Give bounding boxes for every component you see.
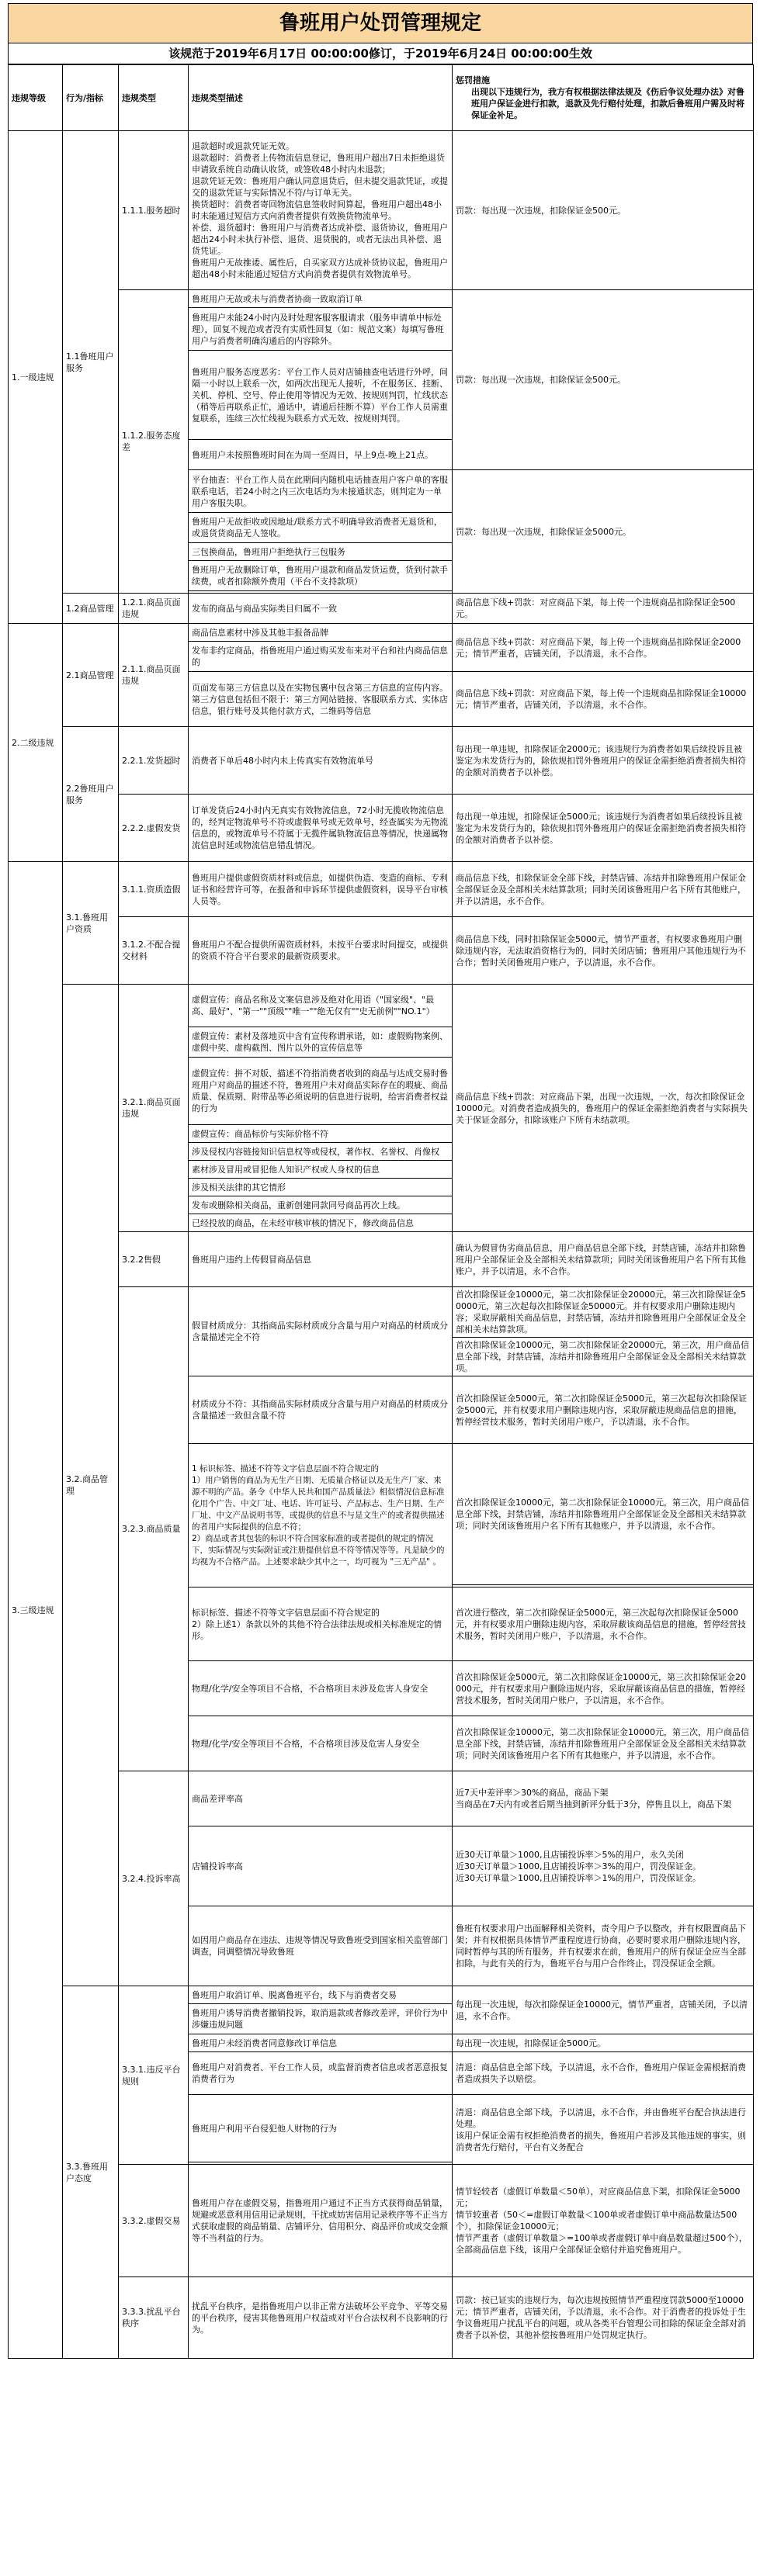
measure-3-2-3-e: 首次进行整改，第二次扣除保证金5000元，第三次起每次扣除保证金5000元，并有权要求用户删除违规内容，采取屏蔽该商品信息的措施，暂停经营技术服务，暂时关闭用户账户，予以清退，永不合作。	[453, 1587, 754, 1661]
type-3-1-2: 3.1.2.不配合提交材料	[119, 917, 189, 985]
desc-3-2-1-c: 虚假宣传：拼不对版、描述不符指消费者收到的商品与达成交易时鲁班用户对商品的描述不符，鲁班用户未对商品实际存在的瑕疵、商品质量、保质期、附带品等必须说明的信息进行说明，给害消费者权益的行为	[189, 1058, 453, 1125]
desc-2-1-1-c: 页面发布第三方信息以及在实物包裹中包含第三方信息的宣传内容。第三方信息包括但不限于：第三方网站链接、客服联系方式、实体店信息，银行账号及其他付款方式，二维码等信息	[189, 672, 453, 727]
measure-3-2-4-b: 近30天订单量＞1000,且店铺投诉率＞5%的用户，永久关闭 近30天订单量＞1000,且店铺投诉率＞3%的用户，罚没保证金。 近30天订单量＞1000,且店铺投诉率＞1%的用户，罚没保证金。	[453, 1826, 754, 1906]
measure-2-1-1-b: 商品信息下线+罚款：对应商品下架，每上传一个违规商品扣除保证金10000元；情节严重者，店铺关闭，予以清退，永不合作。	[453, 672, 754, 727]
type-3-2-4: 3.2.4.投诉率高	[119, 1771, 189, 1986]
measure-2-2-2: 每出现一单违规，扣除保证金5000元；该违规行为消费者如果后续投诉且被鉴定为未发货行为的，除依规扣罚外鲁班用户的保证金需拒绝消费者损失相符的金额对消费者予以补偿。	[453, 795, 754, 862]
desc-3-2-3-c: 1 标识标签、描述不符等文字信息层面不符合规定的 1）用户销售的商品为无生产日期、无质量合格证以及无生产厂家、来源不明的产品。条令《中华人民共和国产品质量法》相似情況信息标准化用个广告、中文厂址、电话、许可证号、产品标志、生产日期、生产厂址、中文产品说明书等，或提供的信息不与是文生产的或者提供描述的者用户实际提供的信息不符； 2）商品或者其包装的标识不符合国家标准的或者提供的规定的情况下，实际情况与实际附证或注册提供信息不符等情况等等。凡是缺少的均视为不合格产品。上述要求缺少其中之一，均可视为 "三无产品" 。	[189, 1444, 453, 1587]
group-3-2: 3.2.商品管理	[63, 985, 119, 1986]
header-measures-note: 出现以下违规行为，我方有权根据法律法规及《伤后争议处理办法》对鲁班用户保证金进行扣款，退款及先行赔付处理，扣款后鲁班用户需及时将保证金补足。	[471, 87, 744, 120]
header-behavior: 行为/指标	[63, 65, 119, 131]
desc-3-3-3: 扰乱平台秩序，是指鲁班用户以非正常方法破坏公平竞争、平等交易的平台秩序，侵害其他鲁班用户权益或对平台合法权利不良影响的行为。	[189, 2277, 453, 2359]
measure-3-2-4-a: 近7天中差评率＞30%的商品，商品下架 当商品在7天内有或者后期当抽到新评分低于3分，停售且以上，商品下架	[453, 1771, 754, 1826]
desc-3-2-1-b: 虚假宣传：素材及落地页中含有宣传称谓承诺，如：虚假购物案例、虚假中奖、虚构截图、图片以外的宣传信息等	[189, 1027, 453, 1058]
level-2-cell: 2.二级违规	[9, 624, 63, 862]
effective-date-subtitle: 该规范于2019年6月17日 00:00:00修订，于2019年6月24日 00:00:00生效	[8, 43, 753, 64]
desc-3-2-3-e: 物理/化学/安全等项目不合格，不合格项目未涉及危害人身安全	[189, 1661, 453, 1716]
desc-1-1-2-g: 三包换商品，鲁班用户拒绝执行三包服务	[189, 543, 453, 561]
group-2-1: 2.1商品管理	[63, 624, 119, 727]
measure-3-3-1-c: 清退：商品信息全部下线，予以清退，永不合作，鲁班用户保证金需根据消费者造成损失予以赔偿。	[453, 2052, 754, 2095]
type-3-1-1: 3.1.1.资质造假	[119, 862, 189, 917]
desc-2-1-1-b: 发布非约定商品，指鲁班用户通过购买发布来对平台和社内商品信息的	[189, 642, 453, 672]
desc-3-2-1-d: 虚假宣传：商品标价与实际价格不符	[189, 1125, 453, 1143]
measure-3-2-3-f: 首次扣除保证金5000元，第二次扣除保证金10000元，第三次扣除保证金20000元，并有权要求用户删除违规内容，采取屏蔽该商品信息的措施，暂停经营技术服务，暂时关闭用户账户，予以清退，永不合作。	[453, 1661, 754, 1716]
desc-1-2-1: 发布的商品与商品实际类目归属不一致	[189, 594, 453, 624]
measure-3-3-3: 罚款：按已证实的违规行为，每次违规按照情节严重程度罚款5000至10000元；情节严重者，店铺关闭，予以清退，永不合作。对于消费者的投诉处于生争议鲁班用户扰乱平台的问题，或从各类平台管理公司扣除的保证金全部对消费者予以补偿，其他补偿按鲁班用户处罚规定执行。	[453, 2277, 754, 2359]
type-1-1-1: 1.1.1.服务超时	[119, 131, 189, 290]
header-measures-title: 惩罚措施	[456, 75, 490, 85]
measure-3-2-1: 商品信息下线+罚款：对应商品下架，出现一次违规，一次，每次扣除保证金10000元。对消费者造成损失的，鲁班用户的保证金需拒绝消费者与实际损失关于保证金部分，扣除该账户下所有未结款项。	[453, 985, 754, 1232]
type-3-2-3: 3.2.3.商品质量	[119, 1287, 189, 1771]
type-3-3-1: 3.3.1.违反平台规则	[119, 1986, 189, 2165]
header-row	[9, 65, 754, 131]
desc-3-3-2: 鲁班用户存在虚假交易，指鲁班用户通过不正当方式获得商品销量，规避或恶意利用信用记录规则，干扰或妨害信用记录秩序等不正当方式获取虚假的商品销量、店铺评分、信用积分、商品评价或成交金额等不当利益的行为。	[189, 2165, 453, 2277]
type-2-1-1: 2.1.1.商品页面违规	[119, 624, 189, 727]
desc-1-1-2-a: 鲁班用户无故或未与消费者协商一致取消订单	[189, 290, 453, 308]
desc-3-2-4-b: 店铺投诉率高	[189, 1826, 453, 1906]
desc-3-2-1-i: 已经投放的商品，在未经审核审核的情况下，修改商品信息	[189, 1214, 453, 1232]
group-3-3: 3.3.鲁班用户态度	[63, 1986, 119, 2359]
measure-1-1-1: 罚款：每出现一次违规，扣除保证金500元。	[453, 131, 754, 290]
level-1-cell: 1.一级违规	[9, 131, 63, 624]
measure-3-3-1-d: 清退：商品信息全部下线，予以清退，永不合作，并由鲁班平台配合执法进行处理。 该用户保证金需有权拒绝消费者的损失，鲁班用户若涉及其他违规的事实，则消费者先行赔付，平台有义务配合	[453, 2095, 754, 2165]
desc-3-1-2: 鲁班用户不配合提供所需资质材料，未按平台要求时间提交，或提供的资质不符合平台要求的最新资质要求。	[189, 917, 453, 985]
measure-2-1-1-a: 商品信息下线+罚款：对应商品下架，每上传一个违规商品扣除保证金2000元；情节严重者，店铺关闭，予以清退，永不合作。	[453, 624, 754, 672]
group-1-2: 1.2商品管理	[63, 594, 119, 624]
group-3-1: 3.1.鲁班用户资质	[63, 862, 119, 985]
desc-3-2-3-f: 物理/化学/安全等项目不合格，不合格项目涉及危害人身安全	[189, 1716, 453, 1771]
penalty-table	[8, 64, 754, 2359]
desc-3-1-1: 鲁班用户提供虚假资质材料或信息，如提供伪造、变造的商标、专利证书和经营许可等，在报备和申诉环节提供虚假资料，误导平台审核人员等。	[189, 862, 453, 917]
desc-3-2-3-d: 标识标签、描述不符等文字信息层面不符合规定的 2）除上述1）条款以外的其他不符合法律法规或相关标准规定的情形。	[189, 1587, 453, 1661]
measure-1-1-2-a: 罚款：每出现一次违规，扣除保证金500元。	[453, 290, 754, 470]
measure-3-2-4-c: 鲁班有权要求用户出面解释相关资料，责令用户予以整改，并有权限置商品下架；并有权根据具体情节严重程度进行协商，必要时要求用户删除违规内容，同时暂停与其的所有服务，并有权要求在前，鲁班用户的所有保证金应当全部扣除，与此有关的行为，鲁班平台与用户合作终止，罚没保证金全额。	[453, 1906, 754, 1986]
type-2-2-2: 2.2.2.虚假发货	[119, 795, 189, 862]
desc-3-2-1-a: 虚假宣传：商品名称及文案信息涉及绝对化用语（"国家级"、"最高、最好"、"第一""顶级""唯一""绝无仅有""史无前例""NO.1"）	[189, 985, 453, 1027]
header-type: 违规类型	[119, 65, 189, 131]
type-1-1-2: 1.1.2.服务态度差	[119, 290, 189, 594]
desc-3-2-2: 鲁班用户违约上传假冒商品信息	[189, 1232, 453, 1287]
measure-3-2-2: 确认为假冒伪劣商品信息，用户商品信息全部下线，封禁店铺，冻结并扣除鲁班用户全部保证金及全部相关未结算款项；同时关闭该鲁班用户名下所有其他账户，并予以清退，永不合作。	[453, 1232, 754, 1287]
header-measures	[453, 65, 754, 131]
desc-3-2-4-a: 商品差评率高	[189, 1771, 453, 1826]
measure-3-3-2: 情节轻较者（虚假订单数量＜50单），对应商品信息下架，扣除保证金5000元； 情节较重者（50＜=虚假订单数量＜100单或者虚假订单中商品数量达500个），扣除保证金10000元； 情节严重者（虚假订单数量＞=100单或者虚假订单中商品数量超过500个），全部商品信息下线，该用户全部保证金赔付并追究鲁班用户。	[453, 2165, 754, 2277]
page-title: 鲁班用户处罚管理规定	[8, 3, 753, 43]
type-3-2-2: 3.2.2售假	[119, 1232, 189, 1287]
level-3-cell: 3.三级违规	[9, 862, 63, 2359]
measure-1-2-1: 商品信息下线+罚款：对应商品下架，每上传一个违规商品扣除保证金500元。	[453, 594, 754, 624]
measure-3-2-3-b: 首次扣除保证金10000元，第二次扣除保证金20000元，第三次，用户商品信息全部下线，封禁店铺，冻结并扣除鲁班用户全部保证金及全部相关未结算款项。	[453, 1338, 754, 1376]
group-2-2: 2.2鲁班用户服务	[63, 727, 119, 862]
measure-3-3-1-a: 每出现一次违规，每次扣除保证金10000元，情节严重者，店铺关闭，予以清退，永不合作。	[453, 1986, 754, 2034]
desc-3-3-1-e: 鲁班用户利用平台侵犯他人财物的行为	[189, 2095, 453, 2162]
desc-1-1-1: 退款超时或退款凭证无效。 退款超时：消费者上传物流信息登记，鲁班用户超出7日未拒绝退货申请致系统自动确认收货，或签收48小时内未退款； 退款凭证无效：鲁班用户确认同意退货后，但未提交退款凭证，或提交的退款凭证与实际情况不符/与订单无关。 换货超时：消费者寄回物流信息签收时间算起，鲁班用户超出48小时未能通过短信方式向消费者提供有效换货物流单号。 补偿、退货超时：鲁班用户与消费者达成补偿、退货协议，鲁班用户超出24小时未执行补偿、退货、退货脱的，或者无法出具补偿、退货凭证。 鲁班用户无故推诿、属性后，自买家双方达成补货协议起，鲁班用户超出48小时未能通过短信方式向消费者提供有效物流单号。	[189, 131, 453, 290]
desc-2-2-2: 订单发货后24小时内无真实有效物流信息，72小时无揽收物流信息的，经判定物流单号不符或虚假单号或无效单号，经查属实为无物流信息的，或物流单号不符属于无揽件属轨物流信息等情况，快递属物流信息时延或物流信息错乱情况。	[189, 795, 453, 862]
type-1-2-1: 1.2.1.商品页面违规	[119, 594, 189, 624]
header-description: 违规类型描述	[189, 65, 453, 131]
measure-3-2-3-c: 首次扣除保证金5000元，第二次扣除保证金5000元，第三次起每次扣除保证金5000元，并有权要求用户删除违规内容，采取屏蔽违规商品信息的措施，暂停经营技术服务，暂时关闭用户账户，予以清退，永不合作。	[453, 1376, 754, 1444]
desc-1-1-2-h: 鲁班用户无故删除订单，鲁班用户退款和商品发货运费，货到付款手续费，或者扣除额外费用（平台不支持款项）	[189, 561, 453, 591]
measure-3-2-3-d: 首次扣除保证金10000元，第二次扣除保证金10000元，第三次，用户商品信息全部下线，封禁店铺，冻结并扣除鲁班用户全部保证金及全部相关未结算款项；同时关闭该鲁班用户名下所有其他账户，并予以清退，永不合作。	[453, 1444, 754, 1585]
desc-1-1-2-d: 鲁班用户未按照鲁班时间在为周一至周日，早上9点-晚上21点。	[189, 440, 453, 470]
desc-1-1-2-e: 平台抽查：平台工作人员在此期间内随机电话抽查用户客户单的客服联系电话，若24小时之内三次电话均为未接通状态，则判定为一单用户客服失职。	[189, 470, 453, 513]
type-3-3-2: 3.3.2.虚假交易	[119, 2165, 189, 2277]
measure-3-1-1: 商品信息下线，扣除保证金全部下线，封禁店铺、冻结并扣除鲁班用户保证金全部保证金及全部相关未结算款项；同时关闭该鲁班用户名下所有其他账户，并予以清退，永不合作。	[453, 862, 754, 917]
type-3-2-1: 3.2.1.商品页面违规	[119, 985, 189, 1232]
type-2-2-1: 2.2.1.发货超时	[119, 727, 189, 795]
desc-1-1-2-c: 鲁班用户服务态度恶劣：平台工作人员对店铺抽查电话进行外呼，间隔一小时以上联系一次，如两次出现无人接听，不在服务区、挂断、关机、停机、空号、停止使用等情况为无效、按规则判罚，忙线状态（稍等后再联系正忙，通话中，请通后挂断不算）平台工作人员需重复联系，连续三次忙线视为联系方式无效、按规则判罚。	[189, 351, 453, 440]
measure-3-2-3-a: 首次扣除保证金10000元，第二次扣除保证金20000元，第三次扣除保证金50000元，第三次起每次扣除保证金50000元。并有权要求用户删除违规内容；采取屏蔽相关商品信息，封禁店铺，冻结并扣除鲁班用户全部保证金及全部相关未结算款项。	[453, 1287, 754, 1338]
header-level: 违规等级	[9, 65, 63, 131]
desc-3-2-1-h: 发布或删除相关商品，重新创建同款同号商品再次上线。	[189, 1196, 453, 1214]
desc-3-2-4-c: 如因用户商品存在违法、违规等情况导致鲁班受到国家相关监管部门调查，同调整情况导致鲁班	[189, 1906, 453, 1986]
desc-3-2-3-b: 材质成分不符：其指商品实际材质成分含量与用户对商品的材质成分含量描述一致但含量不符	[189, 1376, 453, 1444]
measure-3-3-1-b: 每出现一次违规，扣除保证金5000元。	[453, 2034, 754, 2052]
desc-3-2-3-a: 假冒材质成分：其指商品实际材质成分含量与用户对商品的材质成分含量描述完全不符	[189, 1287, 453, 1376]
measure-3-2-3-g: 首次扣除保证金10000元，第二次扣除保证金10000元，第三次，用户商品信息全部下线，封禁店铺，冻结并扣除鲁班用户全部保证金及全部相关未结算款项；同时关闭该鲁班用户名下所有其他账户，并予以清退，永不合作。	[453, 1716, 754, 1771]
desc-3-2-1-g: 涉及相关法律的其它情形	[189, 1179, 453, 1196]
type-3-3-3: 3.3.3.扰乱平台秩序	[119, 2277, 189, 2359]
group-1-1: 1.1鲁班用户服务	[63, 131, 119, 594]
desc-2-2-1: 消费者下单后48小时内未上传真实有效物流单号	[189, 727, 453, 795]
measure-1-1-2-b: 罚款：每出现一次违规，扣除保证金5000元。	[453, 470, 754, 594]
desc-3-3-1-c: 鲁班用户未经消费者同意修改订单信息	[189, 2034, 453, 2052]
desc-3-3-1-b: 鲁班用户诱导消费者撤销投诉，取消退款或者修改差评，评价行为中涉嫌违规问题	[189, 2004, 453, 2034]
desc-2-1-1-a: 商品信息素材中涉及其他丰报备品牌	[189, 624, 453, 642]
measure-3-1-2: 商品信息下线，同时扣除保证金5000元，情节严重者，有权要求鲁班用户删除违规内容，无法取消资格行为的，同时关闭店铺；鲁班用户其他违规行为不合作；暂时关闭鲁班用户账户，予以清退，永不合作。	[453, 917, 754, 985]
measure-2-2-1: 每出现一单违规，扣除保证金2000元；该违规行为消费者如果后续投诉且被鉴定为未发货行为的，除依规扣罚外鲁班用户的保证金需拒绝消费者损失相符的金额对消费者予以补偿。	[453, 727, 754, 795]
desc-1-1-2-b: 鲁班用户未能24小时内及时处理客服客服请求（服务申请单中标处理），回复不规范或者没有实质性回复（如：规范文案）每填写鲁班用户与消费者明确沟通后的内容除外。	[189, 308, 453, 351]
penalty-rules-document	[8, 3, 753, 2359]
desc-3-3-1-d: 鲁班用户对消费者、平台工作人员，或监督消费者信息或者恶意报复消费者行为	[189, 2052, 453, 2095]
desc-1-1-2-f: 鲁班用户无故拒收或因地址/联系方式不明确导致消费者无退货和，或退货货商品无人签收。	[189, 513, 453, 543]
desc-3-2-1-e: 涉及侵权内容链接知识信息权等或侵权，著作权、名誉权、肖像权	[189, 1143, 453, 1161]
desc-3-2-1-f: 素材涉及冒用或冒犯他人知识产权或人身权的信息	[189, 1161, 453, 1179]
desc-3-3-1-a: 鲁班用户取消订单、脱离鲁班平台，线下与消费者交易	[189, 1986, 453, 2004]
